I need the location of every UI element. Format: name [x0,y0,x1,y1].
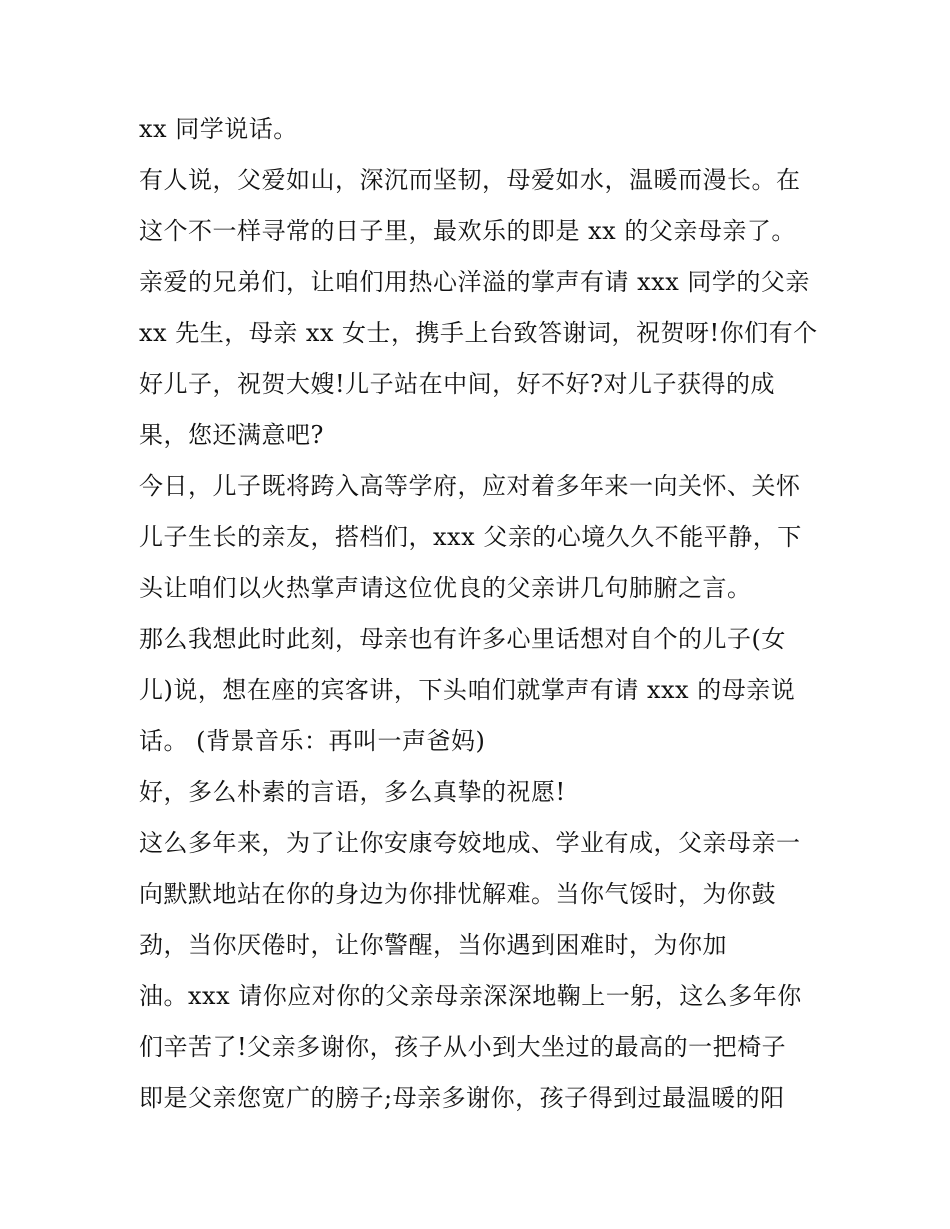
text-line: 那么我想此时此刻，母亲也有许多心里话想对自个的儿子(女 [139,625,786,653]
text-line: 即是父亲您宽广的膀子;母亲多谢你，孩子得到过最温暖的阳 [139,1084,785,1112]
text-line: 向默默地站在你的身边为你排忧解难。当你气馁时，为你鼓 [139,880,776,908]
text-line: 头让咱们以火热掌声请这位优良的父亲讲几句肺腑之言。 [139,574,752,602]
text-line: 亲爱的兄弟们，让咱们用热心洋溢的掌声有请 xxx 同学的父亲 [139,268,810,296]
text-line: 儿子生长的亲友，搭档们，xxx 父亲的心境久久不能平静，下 [139,523,802,551]
text-line: 劲，当你厌倦时，让你警醒，当你遇到困难时，为你加 [139,931,727,959]
document-body [139,104,819,1124]
text-line: 好儿子，祝贺大嫂!儿子站在中间，好不好?对儿子获得的成 [139,370,776,398]
text-line: 儿)说，想在座的宾客讲，下头咱们就掌声有请 xxx 的母亲说 [139,676,796,704]
text-line: 好，多么朴素的言语，多么真挚的祝愿! [139,778,566,806]
text-line: 今日，儿子既将跨入高等学府，应对着多年来一向关怀、关怀 [139,472,801,500]
text-line: 油。xxx 请你应对你的父亲母亲深深地鞠上一躬，这么多年你 [139,982,802,1010]
text-line: 果，您还满意吧? [139,421,324,449]
text-line: 这个不一样寻常的日子里，最欢乐的即是 xx 的父亲母亲了。 [139,217,796,245]
text-line: 这么多年来，为了让你安康夸姣地成、学业有成，父亲母亲一 [139,829,801,857]
text-line: xx 同学说话。 [139,115,298,143]
text-line: xx 先生，母亲 xx 女士，携手上台致答谢词，祝贺呀!你们有个 [139,319,818,347]
text-line: 有人说，父爱如山，深沉而坚韧，母爱如水，温暖而漫长。在 [139,166,801,194]
text-line: 话。 (背景音乐：再叫一声爸妈) [139,727,486,755]
text-line: 们辛苦了!父亲多谢你，孩子从小到大坐过的最高的一把椅子 [139,1033,787,1061]
